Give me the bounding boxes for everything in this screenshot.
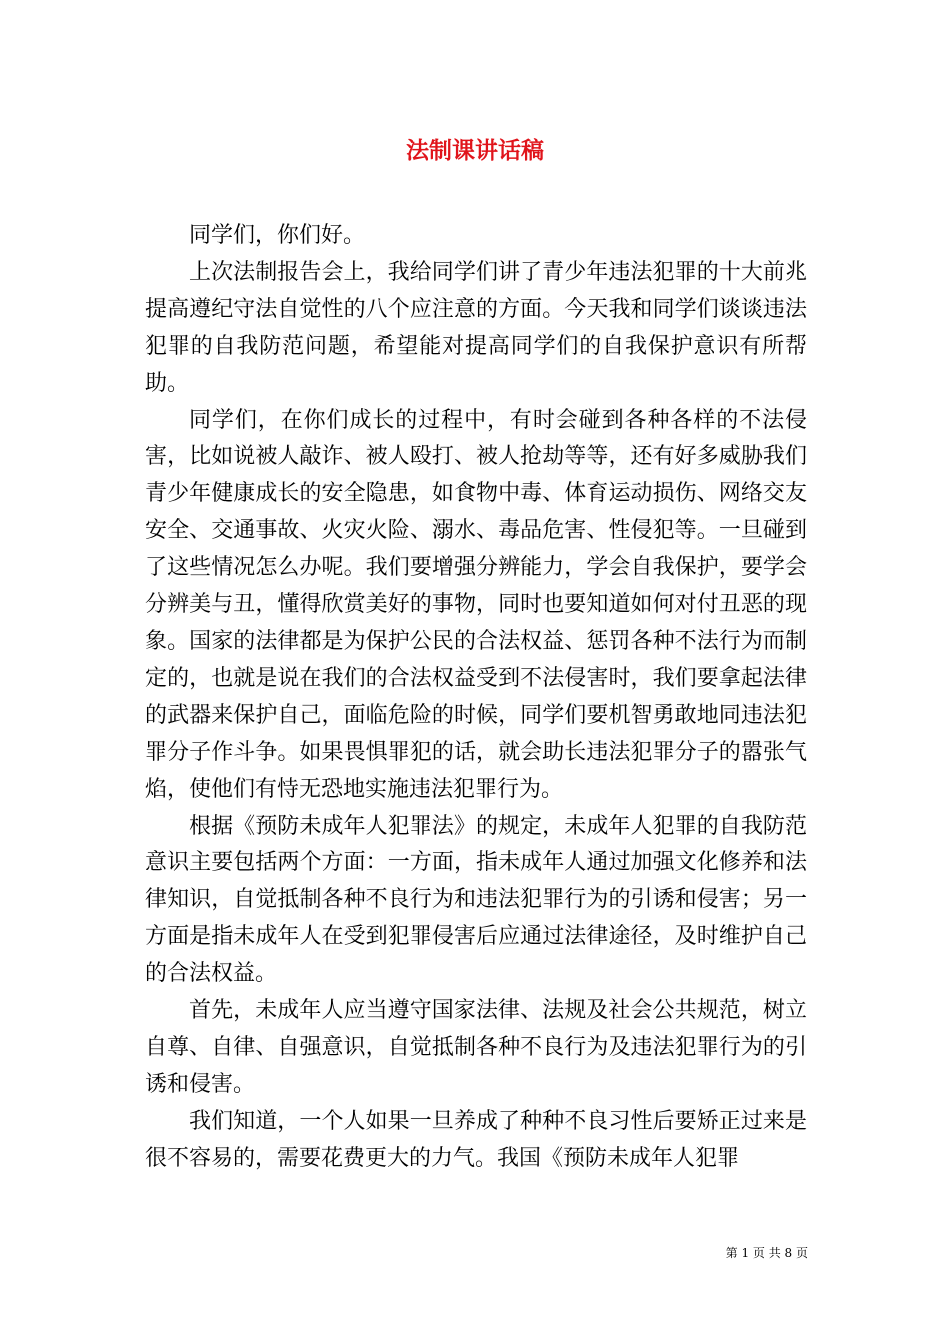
paragraph: 我们知道，一个人如果一旦养成了种种不良习性后要矫正过来是很不容易的，需要花费更大的力气。我国《预防未成年人犯罪 — [145, 1108, 807, 1171]
paragraph: 同学们，在你们成长的过程中，有时会碰到各种各样的不法侵害，比如说被人敲诈、被人殴打、被人抢劫等等，还有好多威胁我们青少年健康成长的安全隐患，如食物中毒、体育运动损伤、网络交友安全、交通事故、火灾火险、溺水、毒品危害、性侵犯等。一旦碰到了这些情况怎么办呢。我们要增强分辨能力，学会自我保护，要学会分辨美与丑，懂得欣赏美好的事物，同时也要知道如何对付丑恶的现象。国家的法律都是为保护公民的合法权益、惩罚各种不法行为而制定的，也就是说在我们的合法权益受到不法侵害时，我们要拿起法律的武器来保护自己，面临危险的时候，同学们要机智勇敢地同违法犯罪分子作斗争。如果畏惧罪犯的话，就会助长违法犯罪分子的嚣张气焰，使他们有恃无恐地实施违法犯罪行为。 — [145, 407, 807, 802]
paragraph: 根据《预防未成年人犯罪法》的规定，未成年人犯罪的自我防范意识主要包括两个方面：一方面，指未成年人通过加强文化修养和法律知识，自觉抵制各种不良行为和违法犯罪行为的引诱和侵害；另一方面是指未成年人在受到犯罪侵害后应通过法律途径，及时维护自己的合法权益。 — [145, 813, 807, 987]
document-title: 法制课讲话稿 — [406, 137, 544, 164]
paragraph: 上次法制报告会上，我给同学们讲了青少年违法犯罪的十大前兆提高遵纪守法自觉性的八个应注意的方面。今天我和同学们谈谈违法犯罪的自我防范问题，希望能对提高同学们的自我保护意识有所帮助。 — [145, 259, 807, 396]
page-number-footer: 第 1 页 共 8 页 — [725, 1246, 808, 1260]
paragraph: 首先，未成年人应当遵守国家法律、法规及社会公共规范，树立自尊、自律、自强意识，自觉抵制各种不良行为及违法犯罪行为的引诱和侵害。 — [145, 998, 807, 1097]
paragraph-greeting: 同学们，你们好。 — [189, 223, 366, 248]
document-body — [145, 218, 807, 1178]
